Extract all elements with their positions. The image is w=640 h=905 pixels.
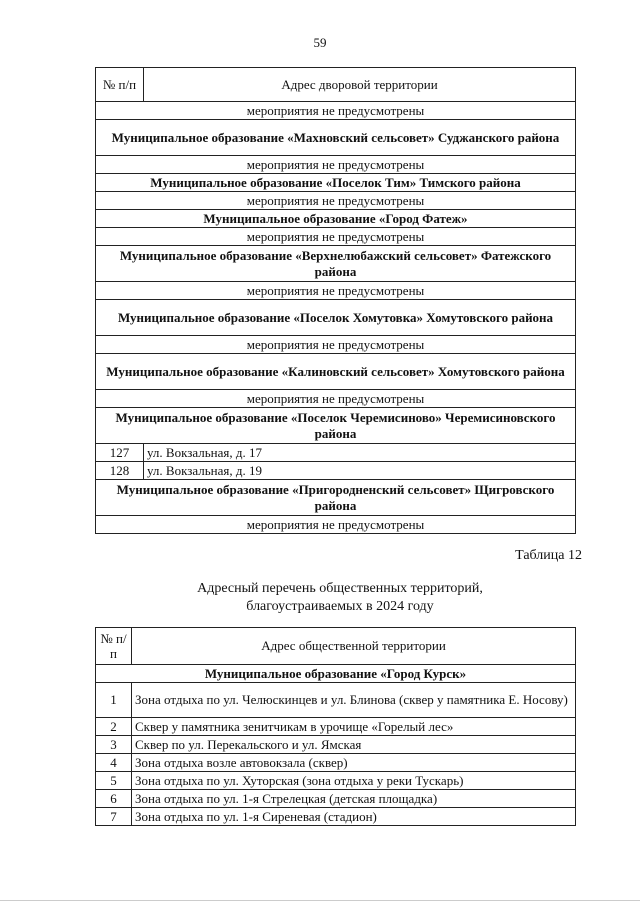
- table-row: [96, 462, 576, 480]
- row-number: 5: [96, 772, 132, 790]
- section-row: [96, 354, 576, 390]
- note-row: [96, 156, 576, 174]
- municipality-heading: Муниципальное образование «Калиновский сельсовет» Хомутовского района: [96, 354, 576, 390]
- note-row: [96, 282, 576, 300]
- row-number: 127: [96, 444, 144, 462]
- municipality-heading: Муниципальное образование «Махновский сельсовет» Суджанского района: [96, 120, 576, 156]
- note-row: [96, 102, 576, 120]
- municipality-heading: Муниципальное образование «Город Фатеж»: [96, 210, 576, 228]
- section-row: [96, 665, 576, 683]
- row-number: 4: [96, 754, 132, 772]
- no-measures-note: мероприятия не предусмотрены: [96, 102, 576, 120]
- no-measures-note: мероприятия не предусмотрены: [96, 228, 576, 246]
- row-address: Сквер у памятника зенитчикам в урочище «Горелый лес»: [132, 718, 576, 736]
- no-measures-note: мероприятия не предусмотрены: [96, 516, 576, 534]
- row-number: 2: [96, 718, 132, 736]
- note-row: [96, 390, 576, 408]
- no-measures-note: мероприятия не предусмотрены: [96, 192, 576, 210]
- section-row: [96, 300, 576, 336]
- no-measures-note: мероприятия не предусмотрены: [96, 336, 576, 354]
- municipality-heading: Муниципальное образование «Верхнелюбажский сельсовет» Фатежского района: [96, 246, 576, 282]
- yard-territories-table: [95, 67, 576, 534]
- row-address: Сквер по ул. Перекальского и ул. Ямская: [132, 736, 576, 754]
- table-row: [96, 683, 576, 718]
- section-row: [96, 174, 576, 192]
- header-num: № п/п: [96, 628, 132, 665]
- note-row: [96, 228, 576, 246]
- row-number: 3: [96, 736, 132, 754]
- note-row: [96, 192, 576, 210]
- table-row: [96, 772, 576, 790]
- row-number: 1: [96, 683, 132, 718]
- municipality-heading: Муниципальное образование «Поселок Черемисиново» Черемисиновского района: [96, 408, 576, 444]
- header-address: Адрес дворовой территории: [144, 68, 576, 102]
- row-address: Зона отдыха возле автовокзала (сквер): [132, 754, 576, 772]
- table-row: [96, 754, 576, 772]
- municipality-heading: Муниципальное образование «Пригородненский сельсовет» Щигровского района: [96, 480, 576, 516]
- row-address: Зона отдыха по ул. 1-я Сиреневая (стадион): [132, 808, 576, 826]
- table-row: [96, 808, 576, 826]
- section-row: [96, 246, 576, 282]
- note-row: [96, 516, 576, 534]
- table-title: Адресный перечень общественных территорий, благоустраиваемых в 2024 году: [197, 581, 483, 614]
- header-row: [96, 68, 576, 102]
- row-address: ул. Вокзальная, д. 19: [144, 462, 576, 480]
- no-measures-note: мероприятия не предусмотрены: [96, 282, 576, 300]
- section-row: [96, 408, 576, 444]
- page-number: 59: [313, 35, 327, 50]
- municipality-heading: Муниципальное образование «Город Курск»: [96, 665, 576, 683]
- table-row: [96, 790, 576, 808]
- row-address: Зона отдыха по ул. Хуторская (зона отдыха у реки Тускарь): [132, 772, 576, 790]
- municipality-heading: Муниципальное образование «Поселок Хомутовка» Хомутовского района: [96, 300, 576, 336]
- section-row: [96, 210, 576, 228]
- table-row: [96, 444, 576, 462]
- header-address: Адрес общественной территории: [132, 628, 576, 665]
- row-number: 7: [96, 808, 132, 826]
- public-territories-table: [95, 627, 576, 826]
- row-address: Зона отдыха по ул. Челюскинцев и ул. Блинова (сквер у памятника Е. Носову): [132, 683, 576, 718]
- row-address: Зона отдыха по ул. 1-я Стрелецкая (детская площадка): [132, 790, 576, 808]
- header-row: [96, 628, 576, 665]
- header-num: № п/п: [96, 68, 144, 102]
- table-row: [96, 736, 576, 754]
- table-row: [96, 718, 576, 736]
- section-row: [96, 120, 576, 156]
- row-number: 6: [96, 790, 132, 808]
- section-row: [96, 480, 576, 516]
- table-caption: Таблица 12: [515, 548, 582, 563]
- page-edge: [0, 900, 640, 901]
- row-number: 128: [96, 462, 144, 480]
- no-measures-note: мероприятия не предусмотрены: [96, 156, 576, 174]
- note-row: [96, 336, 576, 354]
- no-measures-note: мероприятия не предусмотрены: [96, 390, 576, 408]
- row-address: ул. Вокзальная, д. 17: [144, 444, 576, 462]
- municipality-heading: Муниципальное образование «Поселок Тим» Тимского района: [96, 174, 576, 192]
